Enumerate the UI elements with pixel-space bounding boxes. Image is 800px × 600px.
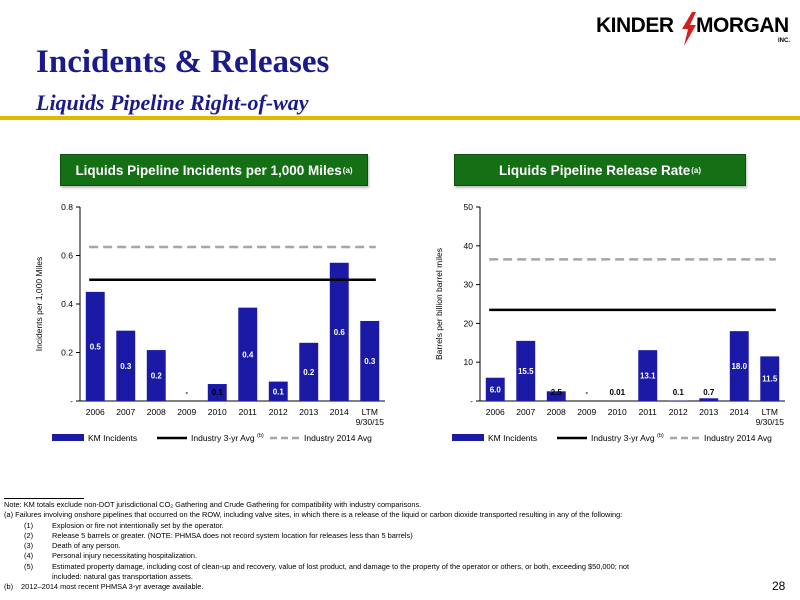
x-tick-label: 2013 <box>699 407 719 417</box>
legend-swatch-km-incidents <box>452 434 484 441</box>
y-tick-label: 0.4 <box>61 299 73 309</box>
bar-data-label: 0.2 <box>150 371 162 381</box>
x-tick-label-line: 9/30/15 <box>355 417 384 427</box>
logo-text-morgan: MORGAN <box>696 14 789 37</box>
y-tick-label: 0.8 <box>61 202 73 212</box>
bar-data-label: - <box>185 388 189 397</box>
legend-label-industry-3yr-avg: Industry 3-yr Avg <box>591 433 655 443</box>
chart-incidents-per-1000-miles <box>0 185 400 455</box>
footnote-item-text: Estimated property damage, including cost of clean-up and recovery, value of lost product, and damage to the property of the operator or others, or both, exceeding $50,000; not <box>52 561 630 571</box>
footnote-item-text: Explosion or fire not intentionally set by the operator. <box>52 520 224 530</box>
footnote-item-number: (1) <box>24 520 34 530</box>
chart2-title-banner <box>454 154 746 186</box>
page-title: Incidents & Releases <box>36 44 330 80</box>
x-tick-label: 2009 <box>577 407 597 417</box>
y-axis-label: Barrels per billion barrel miles <box>434 248 444 360</box>
chart1-title-footnote: (a) <box>342 165 353 175</box>
y-tick-label: 30 <box>463 279 473 290</box>
footnote-a-items <box>4 521 764 572</box>
x-tick-label: 2010 <box>207 407 227 417</box>
y-tick-label: 0.2 <box>61 347 73 358</box>
y-axis-label: Incidents per 1,000 Miles <box>34 256 44 352</box>
logo-text-kinder: KINDER <box>596 14 674 37</box>
y-tick-label: 10 <box>463 357 473 368</box>
bar-data-label: 0.2 <box>303 367 315 377</box>
x-tick-label: 2010 <box>607 407 627 417</box>
x-tick-label: 2012 <box>268 407 288 417</box>
kinder-morgan-logo <box>596 14 792 50</box>
chart1-title: Liquids Pipeline Incidents per 1,000 Miles <box>75 162 342 178</box>
x-tick-label: 2009 <box>177 407 197 417</box>
footnote-item-number: (5) <box>24 561 34 571</box>
bar-data-label: 11.5 <box>762 374 778 384</box>
bar-data-label: 0.1 <box>272 387 284 397</box>
legend-label-industry-2014-avg: Industry 2014 Avg <box>304 433 372 443</box>
x-tick-label: 2013 <box>299 407 319 417</box>
y-tick-label: 0.6 <box>61 250 73 261</box>
footnote-item <box>4 521 764 531</box>
footnote-a <box>4 510 764 520</box>
x-tick-label: 2014 <box>329 407 349 417</box>
chart2-title-footnote: (a) <box>691 165 702 175</box>
x-tick-label: 2008 <box>546 407 566 417</box>
bar-data-label: 0.5 <box>89 342 101 352</box>
x-tick-label: 2007 <box>116 407 136 417</box>
footnote-rule <box>4 498 84 499</box>
x-tick-label-line: 9/30/15 <box>755 417 784 427</box>
x-tick-label: 2006 <box>485 407 505 417</box>
y-tick-label: 20 <box>463 318 473 329</box>
footnote-item <box>4 531 764 541</box>
footnote-item-number: (4) <box>24 551 34 561</box>
y-tick-label: - <box>470 396 473 406</box>
legend-label-industry-2014-avg: Industry 2014 Avg <box>704 433 772 443</box>
bar-data-label: 13.1 <box>639 371 656 381</box>
x-tick-label: 2007 <box>516 407 536 417</box>
x-tick-label: 2006 <box>85 407 105 417</box>
x-tick-label-line: LTM <box>761 407 778 417</box>
logo-inc: INC. <box>778 38 790 44</box>
x-tick-label <box>756 407 785 427</box>
x-tick-label: 2012 <box>668 407 688 417</box>
footnote-a-label: (a) <box>4 510 14 520</box>
bar-data-label: 6.0 <box>489 385 501 395</box>
footnote-item <box>4 541 764 551</box>
x-tick-label <box>356 407 385 427</box>
legend-label-km-incidents: KM Incidents <box>488 433 538 443</box>
chart1-title-banner <box>60 154 368 186</box>
y-tick-label: 40 <box>463 240 473 251</box>
footnote-item-text: Release 5 barrels or greater. (NOTE: PHMSA does not record system location for releases less than 5 barrels) <box>52 530 413 540</box>
legend-footnote-b: (b) <box>257 433 264 439</box>
bar-data-label: 0.01 <box>609 388 626 397</box>
bar-data-label: 0.3 <box>364 356 376 366</box>
footnotes <box>4 498 764 593</box>
legend-label-km-incidents: KM Incidents <box>88 433 138 443</box>
bar-data-label: 18.0 <box>731 362 748 372</box>
footnote-b-text: 2012–2014 most recent PHMSA 3-yr average available. <box>21 582 204 592</box>
bar-data-label: 2.5 <box>550 388 562 397</box>
title-rule <box>0 116 800 120</box>
bar-data-label: - <box>585 388 589 397</box>
footnote-a-text: Failures involving onshore pipelines that occurred on the ROW, including valve sites, in which there is a release of the liquid or carbon dioxide transported resulting in any of the following: <box>15 510 623 520</box>
footnote-item-number: (2) <box>24 530 34 540</box>
legend-footnote-b: (b) <box>657 433 664 439</box>
footnote-note: Note: KM totals exclude non-DOT jurisdictional CO₂ Gathering and Crude Gathering for compatibility with industry comparisons. <box>4 500 422 509</box>
y-tick-label: 50 <box>463 202 473 212</box>
bar-data-label: 0.1 <box>672 388 684 397</box>
bar-data-label: 0.6 <box>333 327 345 337</box>
x-tick-label-line: LTM <box>361 407 378 417</box>
x-tick-label: 2011 <box>638 407 657 417</box>
bar-data-label: 0.1 <box>211 388 223 397</box>
page-subtitle: Liquids Pipeline Right-of-way <box>36 90 309 115</box>
y-tick-label: - <box>70 396 73 406</box>
legend-label-industry-3yr-avg: Industry 3-yr Avg <box>191 433 255 443</box>
footnote-b-label: (b) <box>4 582 14 592</box>
x-tick-label: 2011 <box>238 407 257 417</box>
chart-release-rate <box>400 185 800 455</box>
bar <box>699 398 718 401</box>
bar-data-label: 15.5 <box>517 366 534 376</box>
legend-swatch-km-incidents <box>52 434 84 441</box>
footnote-b <box>4 582 764 592</box>
footnote-item-text: Death of any person. <box>52 541 121 551</box>
bar-data-label: 0.3 <box>120 361 132 371</box>
page-number: 28 <box>772 579 786 593</box>
footnote-item <box>4 562 764 572</box>
x-tick-label: 2014 <box>729 407 749 417</box>
footnote-item <box>4 551 764 561</box>
chart2-title: Liquids Pipeline Release Rate <box>498 162 691 178</box>
footnote-item5-continued: included: natural gas transportation assets. <box>52 572 193 582</box>
footnote-item-number: (3) <box>24 541 34 551</box>
footnote-item-text: Personal injury necessitating hospitalization. <box>52 551 198 561</box>
x-tick-label: 2008 <box>146 407 166 417</box>
bar-data-label: 0.7 <box>703 388 715 397</box>
bar-data-label: 0.4 <box>242 350 254 360</box>
